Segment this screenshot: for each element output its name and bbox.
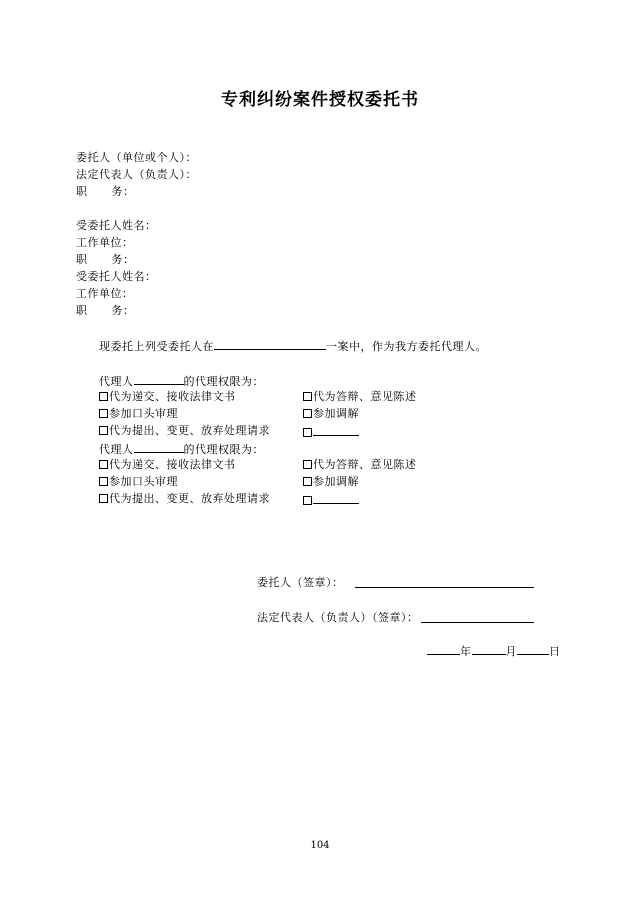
day-label: 日 [549, 645, 561, 658]
option-label: 代为提出、变更、放弃处理请求 [109, 492, 270, 505]
year-blank[interactable] [427, 643, 460, 655]
option-label: 代为答辩、意见陈述 [313, 390, 417, 403]
agent-prefix: 代理人 [99, 375, 134, 388]
checkbox-icon[interactable] [303, 460, 312, 469]
principal-name-label: 委托人（单位或个人）： [76, 151, 197, 164]
position-label-first-char: 职 [76, 304, 88, 317]
option-label: 代为递交、接收法律文书 [109, 458, 236, 471]
option-label: 代为提出、变更、放弃处理请求 [109, 424, 270, 437]
agent1-work-unit-label: 工作单位： [76, 236, 134, 249]
checkbox-icon[interactable] [99, 494, 108, 503]
agent-name-blank[interactable] [134, 373, 184, 385]
agent2-name-label: 受委托人姓名： [76, 270, 157, 283]
position-label-first-char: 职 [76, 253, 88, 266]
checkbox-icon[interactable] [303, 392, 312, 401]
case-name-blank[interactable] [214, 338, 326, 350]
month-blank[interactable] [472, 643, 506, 655]
day-blank[interactable] [517, 643, 549, 655]
checkbox-icon[interactable] [99, 460, 108, 469]
month-label: 月 [505, 645, 517, 658]
checkbox-icon[interactable] [99, 426, 108, 435]
authority-option[interactable] [303, 458, 417, 471]
authority-option[interactable] [99, 475, 178, 488]
authority-option-other[interactable] [303, 492, 359, 507]
position-label-first-char: 职 [76, 185, 88, 198]
agent-name-blank[interactable] [134, 441, 184, 453]
checkbox-icon[interactable] [99, 392, 108, 401]
principal-signature-label: 委托人（签章）： [257, 576, 344, 589]
authority-option[interactable] [303, 390, 417, 403]
option-label: 参加口头审理 [109, 475, 178, 488]
authority-suffix: 的代理权限为： [183, 443, 264, 456]
authority-option-other[interactable] [303, 424, 359, 439]
authority-block-2-header [99, 441, 264, 456]
option-label: 代为答辩、意见陈述 [313, 458, 417, 471]
checkbox-icon[interactable] [303, 409, 312, 418]
other-authority-blank[interactable] [313, 424, 359, 436]
authority-suffix: 的代理权限为： [183, 375, 264, 388]
checkbox-icon[interactable] [303, 428, 312, 437]
agent2-position-label [76, 304, 135, 317]
checkbox-icon[interactable] [303, 477, 312, 486]
entrustment-statement [99, 338, 487, 353]
checkbox-icon[interactable] [99, 477, 108, 486]
authority-option[interactable] [99, 492, 270, 505]
authority-option[interactable] [303, 407, 359, 420]
date-line [427, 643, 561, 658]
checkbox-icon[interactable] [303, 496, 312, 505]
option-label: 参加调解 [313, 407, 359, 420]
position-label-second-char: 务： [111, 304, 135, 317]
legal-rep-signature-line[interactable] [421, 611, 534, 623]
authority-option[interactable] [99, 390, 236, 403]
position-label-second-char: 务： [111, 185, 135, 198]
year-label: 年 [460, 645, 472, 658]
authority-option[interactable] [99, 407, 178, 420]
authority-option[interactable] [99, 424, 270, 437]
principal-position-label [76, 185, 135, 198]
agent1-name-label: 受委托人姓名： [76, 219, 157, 232]
authority-option[interactable] [303, 475, 359, 488]
principal-signature-line[interactable] [355, 576, 534, 588]
legal-rep-signature-label: 法定代表人（负责人）（签章）： [257, 611, 419, 624]
option-label: 参加调解 [313, 475, 359, 488]
authority-block-1-header [99, 373, 264, 388]
agent-prefix: 代理人 [99, 443, 134, 456]
other-authority-blank[interactable] [313, 492, 359, 504]
document-title: 专利纠纷案件授权委托书 [221, 90, 419, 110]
statement-prefix: 现委托上列受委托人在 [99, 340, 214, 353]
principal-legal-rep-label: 法定代表人（负责人）： [76, 168, 197, 181]
option-label: 参加口头审理 [109, 407, 178, 420]
statement-suffix: 一案中，作为我方委托代理人。 [326, 340, 487, 353]
checkbox-icon[interactable] [99, 409, 108, 418]
agent1-position-label [76, 253, 135, 266]
page-number: 104 [310, 840, 330, 851]
position-label-second-char: 务： [111, 253, 135, 266]
authority-option[interactable] [99, 458, 236, 471]
agent2-work-unit-label: 工作单位： [76, 287, 134, 300]
option-label: 代为递交、接收法律文书 [109, 390, 236, 403]
